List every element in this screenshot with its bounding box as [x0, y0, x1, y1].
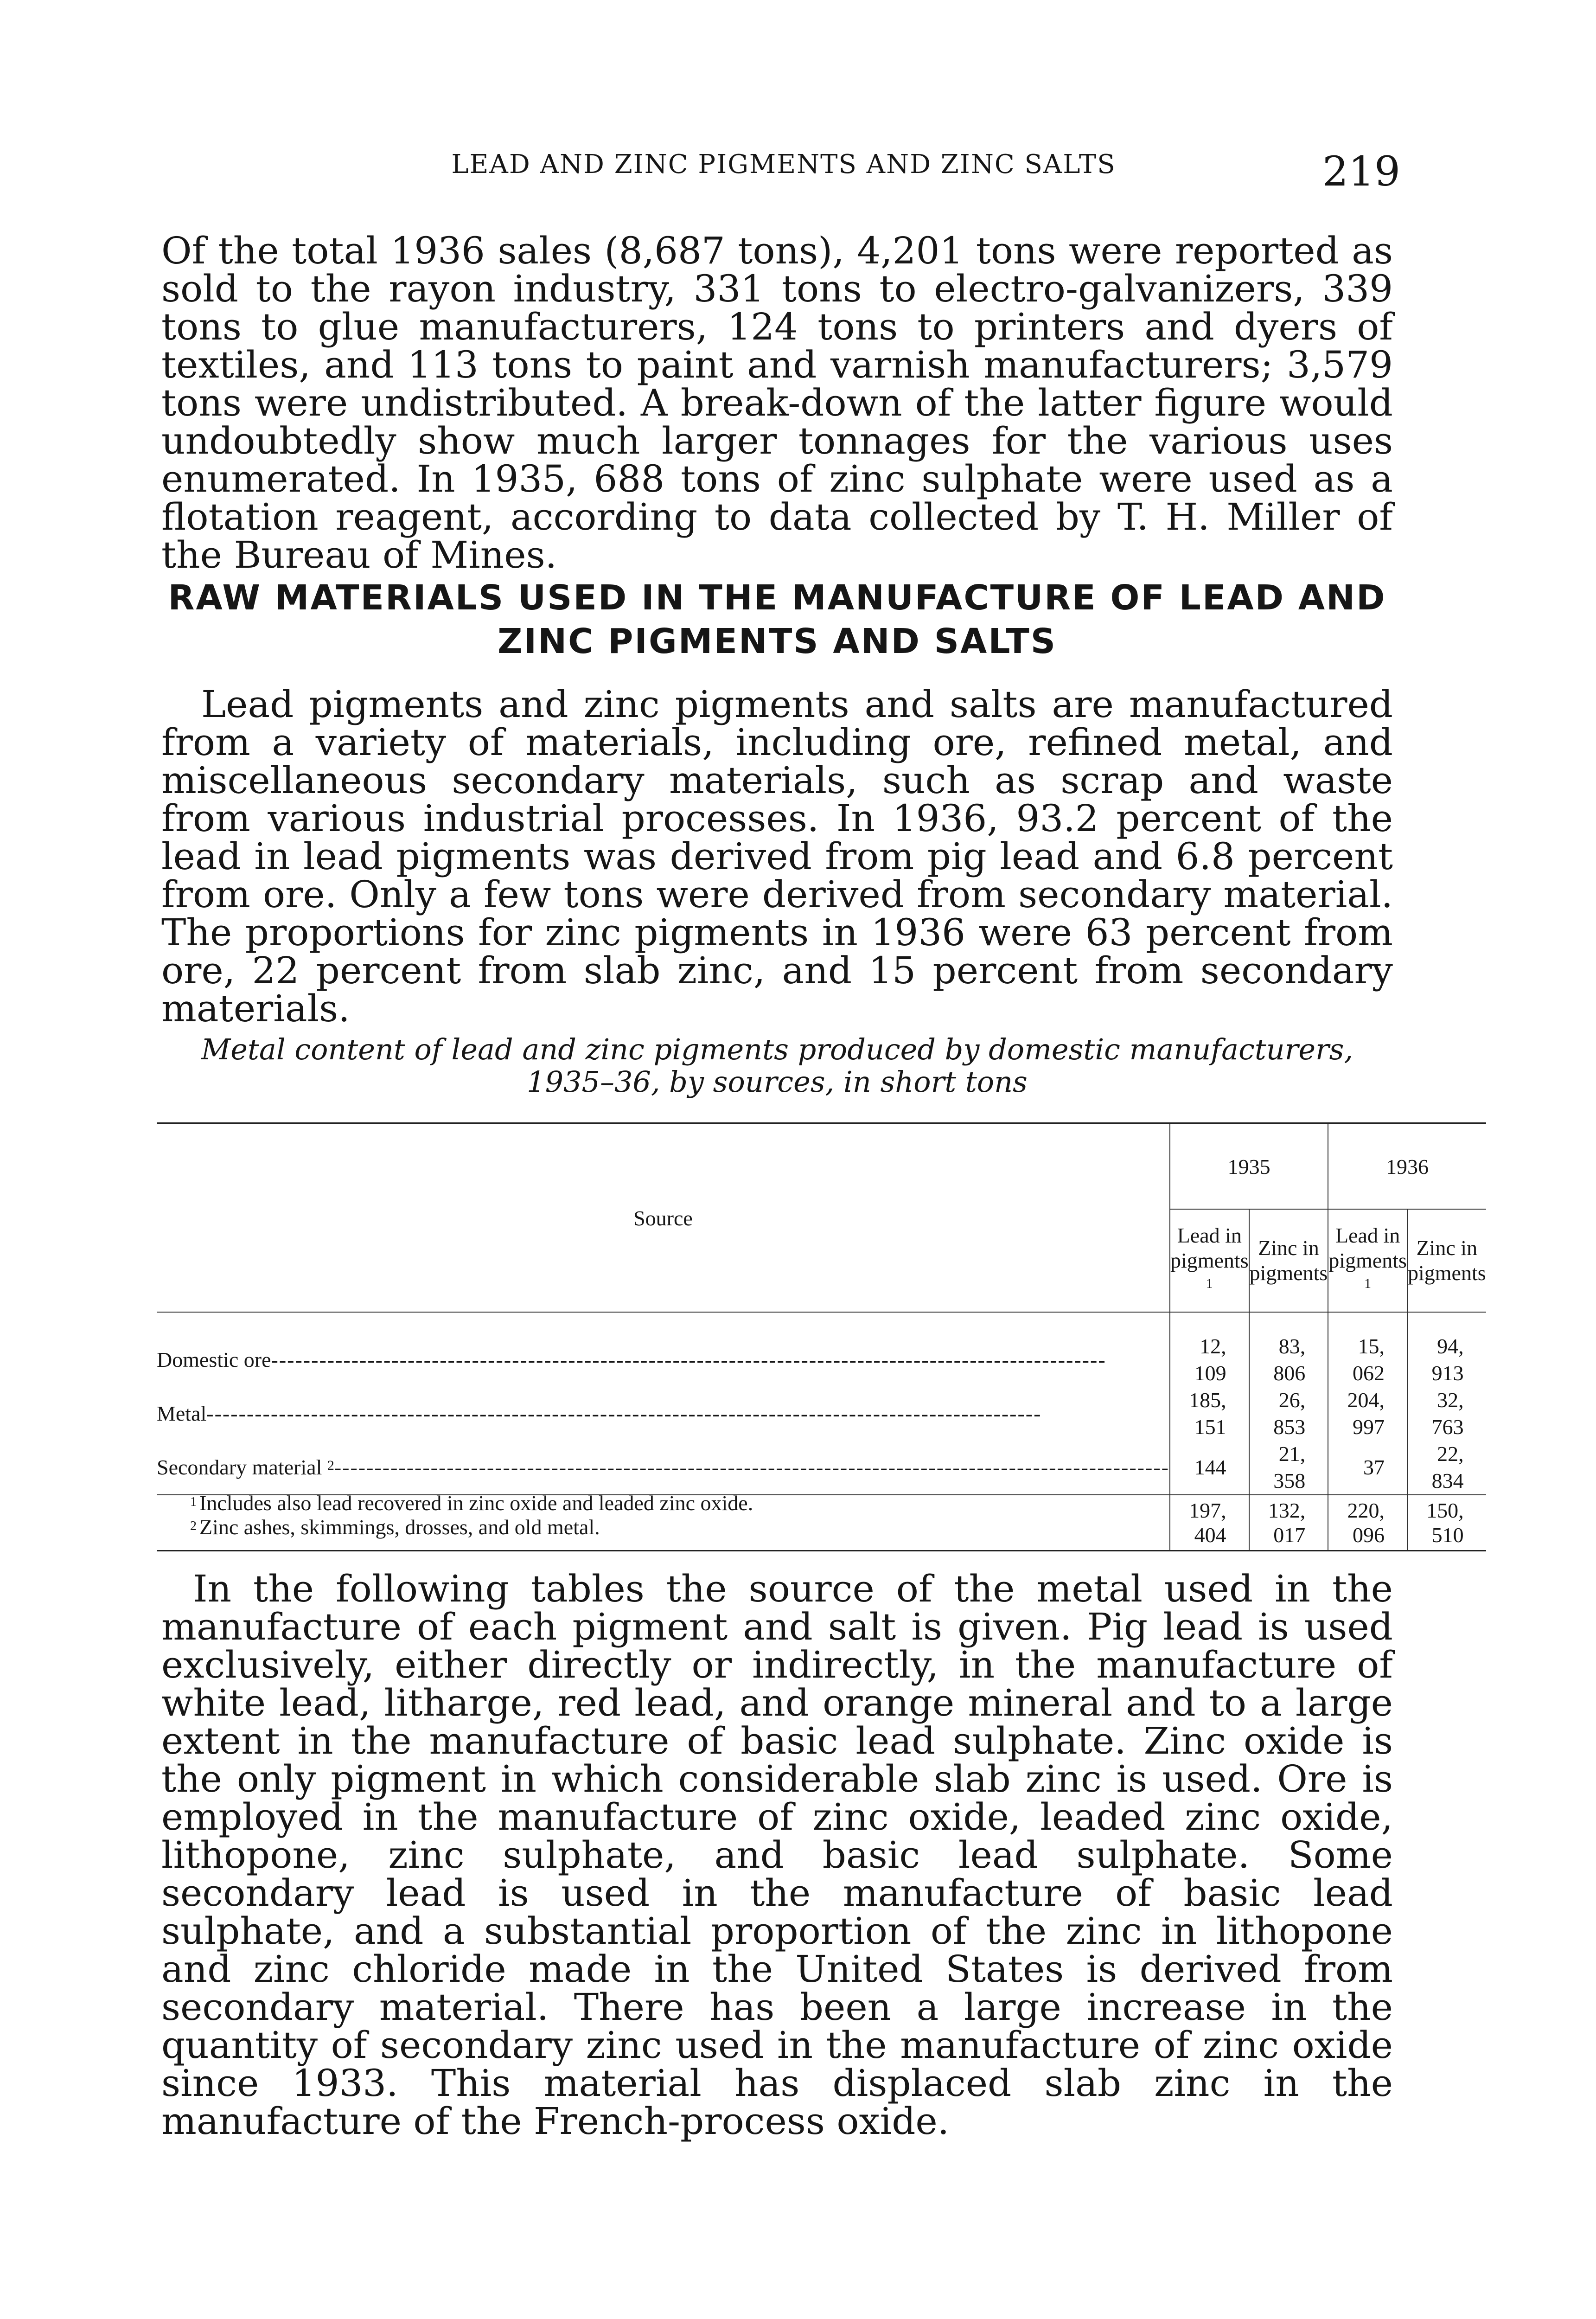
table-footnotes [190, 1491, 1303, 1539]
cell-lead-1936: 37 [1328, 1441, 1407, 1495]
cell-lead-1935: 185, 151 [1170, 1387, 1249, 1441]
table-caption-line-2: 1935–36, by sources, in short tons [527, 1065, 1028, 1099]
table-row [157, 1441, 1486, 1495]
paragraph-raw-materials: Lead pigments and zinc pigments and salts are manufactured from a variety of materials, including ore, refined metal, and miscellaneous secondary materials, such as scrap and waste from various industrial processes. In 1936, 93.2 percent of the lead in lead pigments was derived from pig lead and 6.8 percent from ore. Only a few tons were derived from secondary material. The proportions for zinc pigments in 1936 were 63 percent from ore, 22 percent from slab zinc, and 15 percent from secondary materials. [161, 683, 1393, 1030]
col-header-lead-1935: Lead in pigments $^1$ [1170, 1209, 1249, 1312]
cell-zinc-1935: 26, 853 [1249, 1387, 1328, 1441]
cell-zinc-1936: 94, 913 [1407, 1333, 1486, 1387]
cell-lead-1935: 12, 109 [1170, 1333, 1249, 1387]
footnote-ref: 2 [327, 1458, 334, 1473]
paragraph-metal-sources: In the following tables the source of the metal used in the manufacture of each pigment and salt is given. Pig lead is used exclusively, either directly or indirectly, in the manufacture of white lead, litharge, red lead, and orange mineral and to a large extent in the manufacture of basic lead sulphate. Zinc oxide is the only pigment in which considerable slab zinc is used. Ore is employed in the manufacture of zinc oxide, leaded zinc oxide, lithopone, zinc sulphate, and basic lead sulphate. Some secondary lead is used in the manufacture of basic lead sulphate, and a substantial proportion of the zinc in lithopone and zinc chloride made in the United States is derived from secondary material. There has been a large increase in the quantity of secondary zinc used in the manufacture of zinc oxide since 1933. This material has displaced slab zinc in the manufacture of the French-process oxide. [161, 1567, 1393, 2143]
cell-lead-1936: 15, 062 [1328, 1333, 1407, 1387]
source-column-header: Source [157, 1123, 1170, 1312]
total-lead-1936: 220, 096 [1328, 1495, 1407, 1551]
table-caption [161, 1033, 1393, 1098]
col-header-zinc-1936: Zinc in pigments [1407, 1209, 1486, 1312]
total-lead-1935: 197, 404 [1170, 1495, 1249, 1551]
section-heading-line-1: RAW MATERIALS USED IN THE MANUFACTURE OF LEAD AND [168, 578, 1386, 618]
table-row [157, 1387, 1486, 1441]
metal-content-table [157, 1122, 1486, 1551]
running-head: LEAD AND ZINC PIGMENTS AND ZINC SALTS [451, 149, 1116, 179]
table-caption-line-1: Metal content of lead and zinc pigments produced by domestic manufacturers, [201, 1032, 1353, 1066]
page-number: 219 [1322, 147, 1400, 195]
row-label-domestic-ore: Domestic ore ----- [157, 1348, 1106, 1371]
row-label-metal: Metal ----- [157, 1402, 1041, 1425]
year-header-1935: 1935 [1170, 1123, 1328, 1209]
table-row [157, 1333, 1486, 1387]
total-zinc-1935: 132, 017 [1249, 1495, 1328, 1551]
paragraph-zinc-sulphate-sales: Of the total 1936 sales (8,687 tons), 4,201 tons were reported as sold to the rayon industry, 331 tons to electro-galvanizers, 339 tons to glue manufacturers, 124 tons to printers and dyers of textiles, and 113 tons to paint and varnish manufacturers; 3,579 tons were undistributed. A break-down of the latter figure would undoubtedly show much larger tonnages for the various uses enumerated. In 1935, 688 tons of zinc sulphate were used as a flotation reagent, according to data collected by T. H. Miller of the Bureau of Mines. [161, 229, 1393, 577]
section-heading [161, 576, 1393, 663]
footnote-2: $^2$ Zinc ashes, skimmings, drosses, and old metal. [190, 1515, 600, 1539]
cell-lead-1936: 204, 997 [1328, 1387, 1407, 1441]
footnote-ref: 1 [1206, 1276, 1213, 1291]
total-zinc-1936: 150, 510 [1407, 1495, 1486, 1551]
cell-zinc-1935: 83, 806 [1249, 1333, 1328, 1387]
cell-zinc-1935: 21, 358 [1249, 1441, 1328, 1495]
cell-zinc-1936: 22, 834 [1407, 1441, 1486, 1495]
footnote-1: $^1$ Includes also lead recovered in zinc oxide and leaded zinc oxide. [190, 1491, 753, 1515]
section-heading-line-2: ZINC PIGMENTS AND SALTS [498, 621, 1057, 661]
footnote-ref: 1 [1364, 1276, 1372, 1291]
cell-lead-1935: 144 [1170, 1441, 1249, 1495]
row-label-secondary-material: Secondary material $^2$ ----- [157, 1455, 1169, 1479]
year-header-1936: 1936 [1328, 1123, 1486, 1209]
cell-zinc-1936: 32, 763 [1407, 1387, 1486, 1441]
col-header-lead-1936: Lead in pigments $^1$ [1328, 1209, 1407, 1312]
col-header-zinc-1935: Zinc in pigments [1249, 1209, 1328, 1312]
